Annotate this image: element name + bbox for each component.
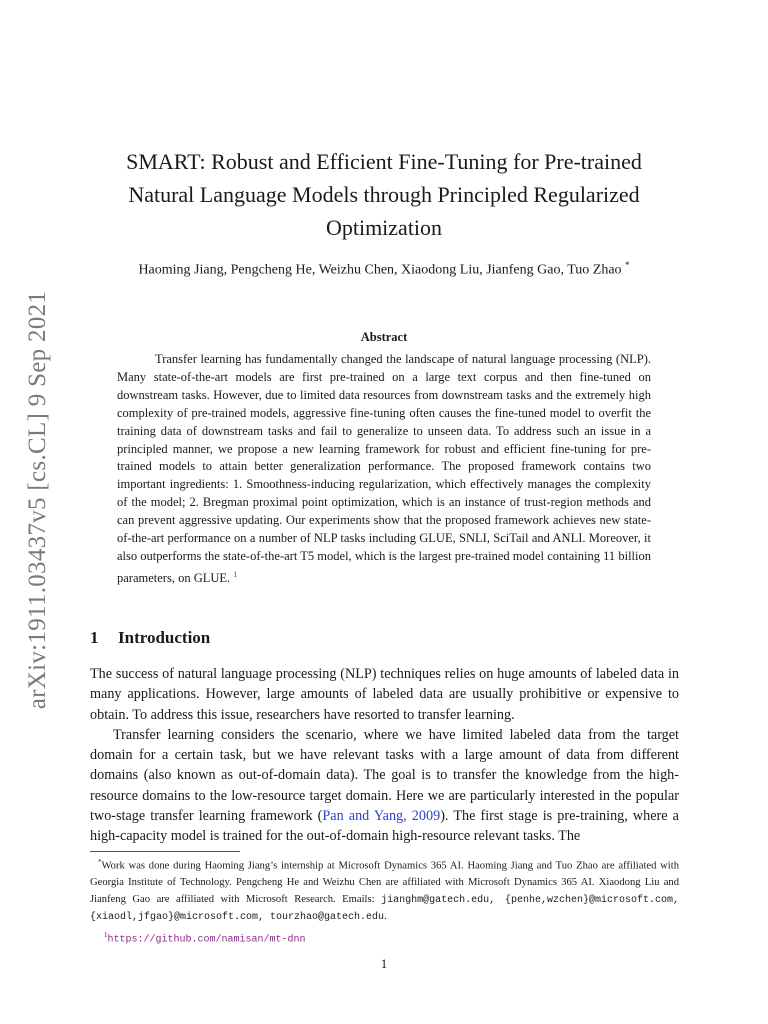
arxiv-identifier-stamp: arXiv:1911.03437v5 [cs.CL] 9 Sep 2021 xyxy=(24,290,51,710)
footnote-affiliations xyxy=(90,854,679,927)
abstract-body xyxy=(117,351,651,588)
section-number: 1 xyxy=(90,628,99,647)
footnote-affiliations-text: Work was done during Haoming Jiang’s internship at Microsoft Dynamics 365 AI. Haoming Jiang and Tuo Zhao are affiliated with Georgia Institute of Technology. Pengcheng He and Weizhu Chen are affiliated with Microsoft Dynamics 365 AI. Xiaodong Liu and Jianfeng Gao are affiliated with Microsoft Research. Emails: xyxy=(90,860,679,905)
intro-paragraph-2 xyxy=(90,725,679,847)
intro-paragraph-2-text-b: ). The first stage is pre-training, where a high-capacity model is trained for the out-of-domain high-resource relevant tasks. The xyxy=(90,808,679,845)
author-names: Haoming Jiang, Pengcheng He, Weizhu Chen, Xiaodong Liu, Jianfeng Gao, Tuo Zhao xyxy=(138,262,622,278)
footnote-end: . xyxy=(384,911,387,923)
introduction-body xyxy=(90,664,679,847)
abstract-text: Transfer learning has fundamentally changed the landscape of natural language processing (NLP). Many state-of-the-art models are first pre-trained on a large text corpus and then fine-tuned on downstream tasks. However, due to limited data resources from downstream tasks and the extremely high complexity of pre-trained models, aggressive fine-tuning often causes the fine-tuned model to overfit the training data of downstream tasks and fail to generalize to unseen data. To address such an issue in a principled manner, we propose a new learning framework for robust and efficient fine-tuning for pre-trained models to attain better generalization performance. The proposed framework contains two important ingredients: 1. Smoothness-inducing regularization, which effectively manages the complexity of the model; 2. Bregman proximal point optimization, which is an instance of trust-region methods and can prevent aggressive updating. Our experiments show that the proposed framework achieves new state-of-the-art performance on a number of NLP tasks including GLUE, SNLI, SciTail and ANLI. Moreover, it also outperforms the state-of-the-art T5 model, which is the largest pre-trained model containing 11 billion parameters, on GLUE. xyxy=(117,352,651,586)
footnote-code-link xyxy=(90,927,679,949)
abstract-footnote-link[interactable]: 1 xyxy=(233,569,238,579)
citation-link[interactable]: Pan and Yang, 2009 xyxy=(322,808,441,825)
title-line-1: SMART: Robust and Efficient Fine-Tuning for Pre-trained xyxy=(126,149,642,174)
paper-title xyxy=(90,145,678,244)
footnote-emails: jianghm@gatech.edu, {penhe,wzchen}@microsoft.com, {xiaodl,jfgao}@microsoft.com, tourzhao@gatech.edu xyxy=(90,894,679,924)
page-number: 1 xyxy=(380,956,388,971)
footnote-mark-1: 1 xyxy=(104,930,108,939)
footnote-divider xyxy=(90,851,240,852)
footnotes xyxy=(90,854,679,949)
intro-paragraph-2-text-a: Transfer learning considers the scenario, where we have limited labeled data from the target domain for a certain task, but we have relevant tasks with a large amount of data from different domains (also known as out-of-domain data). The goal is to transfer the knowledge from the high-resource domains to the low-resource target domain. Here we are particularly interested in the popular two-stage transfer learning framework ( xyxy=(90,726,679,825)
section-title: Introduction xyxy=(118,628,211,647)
github-link[interactable]: https://github.com/namisan/mt-dnn xyxy=(107,934,306,946)
title-line-3: Optimization xyxy=(325,215,443,240)
abstract-heading: Abstract xyxy=(360,330,408,344)
title-line-2: Natural Language Models through Principled Regularized xyxy=(128,182,640,207)
intro-paragraph-1: The success of natural language processing (NLP) techniques relies on huge amounts of labeled data in many applications. However, large amounts of labeled data are usually prohibitive or expensive to obtain. To address this issue, researchers have resorted to transfer learning. xyxy=(90,666,679,723)
author-footnote-mark: * xyxy=(625,260,630,270)
section-heading-introduction xyxy=(90,628,210,648)
footnote-mark: * xyxy=(98,858,102,866)
author-list xyxy=(80,260,688,279)
